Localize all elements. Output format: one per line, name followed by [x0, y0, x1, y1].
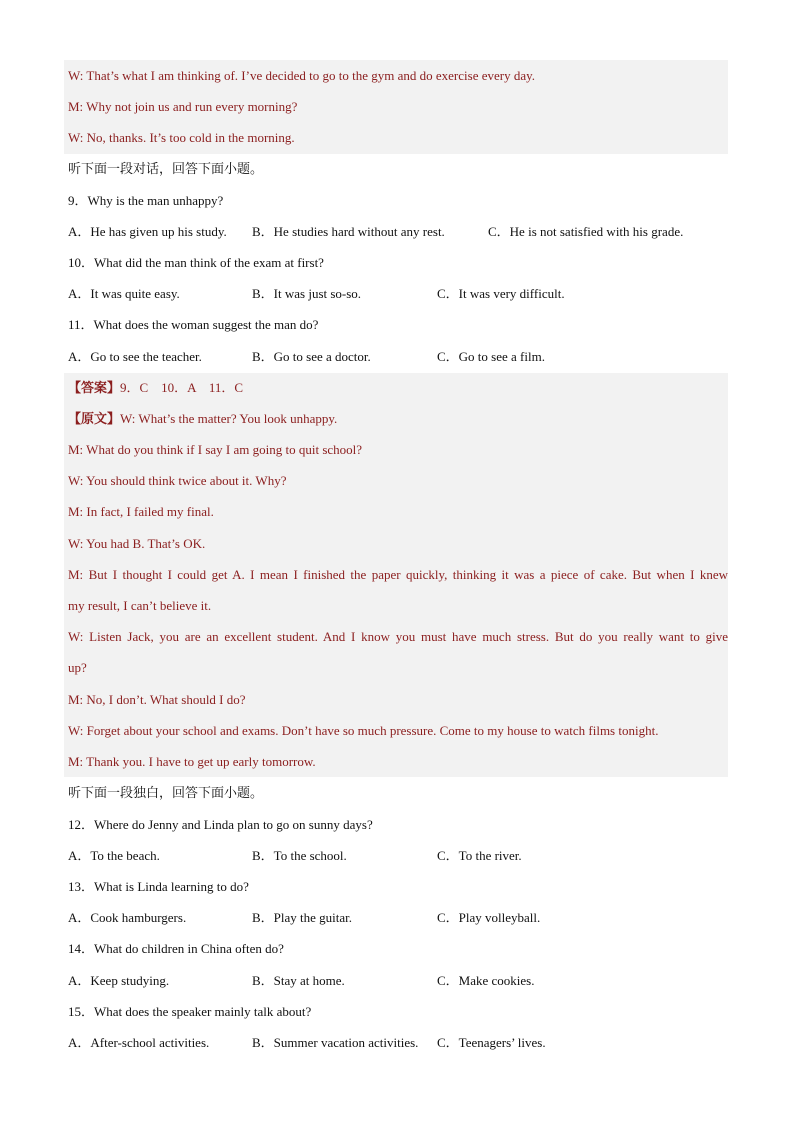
- transcript-line: M: Why not join us and run every morning?: [68, 99, 298, 114]
- option-row: [68, 283, 728, 305]
- option-a: A．Go to see the teacher.: [68, 349, 202, 364]
- option-row: [68, 221, 728, 243]
- transcript-line: M: No, I don’t. What should I do?: [68, 692, 246, 707]
- answer-text: 9．C 10．A 11．C: [120, 380, 244, 395]
- transcript-line: W: Forget about your school and exams. Don’t have so much pressure. Come to my house to watch films tonight.: [68, 723, 659, 738]
- option-c: C．To the river.: [437, 848, 522, 863]
- option-b: B．Summer vacation activities.: [252, 1035, 419, 1050]
- transcript-label: 【原文】: [68, 411, 121, 426]
- option-row: [68, 845, 728, 867]
- option-c: C．It was very difficult.: [437, 286, 565, 301]
- option-b: B．Go to see a doctor.: [252, 349, 371, 364]
- transcript-line: M: But I thought I could get A. I mean I finished the paper quickly, thinking it was a piece of cake. But when I knew: [68, 567, 728, 582]
- option-a: A．Cook hamburgers.: [68, 910, 187, 925]
- option-row: [68, 346, 728, 368]
- option-a: A．To the beach.: [68, 848, 160, 863]
- option-a: A．He has given up his study.: [68, 224, 227, 239]
- transcript-line: W: That’s what I am thinking of. I’ve decided to go to the gym and do exercise every day.: [68, 68, 536, 83]
- question-stem: 10．What did the man think of the exam at first?: [68, 255, 324, 270]
- option-a: A．After-school activities.: [68, 1035, 210, 1050]
- option-c: C．Go to see a film.: [437, 349, 545, 364]
- answer-line: [68, 377, 728, 399]
- section-instruction: 听下面一段对话，回答下面小题。: [68, 161, 264, 176]
- transcript-first: W: What’s the matter? You look unhappy.: [120, 411, 338, 426]
- option-a: A．Keep studying.: [68, 973, 170, 988]
- option-c: C．Teenagers’ lives.: [437, 1035, 546, 1050]
- transcript-line: W: You should think twice about it. Why?: [68, 473, 287, 488]
- transcript-line: M: Thank you. I have to get up early tomorrow.: [68, 754, 316, 769]
- option-row: [68, 970, 728, 992]
- option-b: B．Stay at home.: [252, 973, 345, 988]
- transcript-line: M: In fact, I failed my final.: [68, 504, 214, 519]
- option-row: [68, 1032, 728, 1054]
- question-stem: 13．What is Linda learning to do?: [68, 879, 249, 894]
- section-instruction: 听下面一段独白，回答下面小题。: [68, 785, 264, 800]
- transcript-line: my result, I can’t believe it.: [68, 598, 212, 613]
- option-a: A．It was quite easy.: [68, 286, 180, 301]
- option-c: C．Make cookies.: [437, 973, 535, 988]
- option-row: [68, 907, 728, 929]
- option-b: B．He studies hard without any rest.: [252, 224, 445, 239]
- option-b: B．Play the guitar.: [252, 910, 353, 925]
- transcript-line: [68, 408, 728, 430]
- transcript-line: W: Listen Jack, you are an excellent student. And I know you must have much stress. But do you really want to give: [68, 629, 728, 644]
- answer-label: 【答案】: [68, 380, 121, 395]
- transcript-line: up?: [68, 660, 87, 675]
- option-b: B．To the school.: [252, 848, 347, 863]
- transcript-line: W: No, thanks. It’s too cold in the morning.: [68, 130, 295, 145]
- transcript-line: W: You had B. That’s OK.: [68, 536, 206, 551]
- option-c: C．Play volleyball.: [437, 910, 541, 925]
- option-c: C．He is not satisfied with his grade.: [488, 224, 684, 239]
- question-stem: 9．Why is the man unhappy?: [68, 193, 224, 208]
- question-stem: 11．What does the woman suggest the man do?: [68, 317, 319, 332]
- option-b: B．It was just so-so.: [252, 286, 362, 301]
- question-stem: 15．What does the speaker mainly talk about?: [68, 1004, 312, 1019]
- transcript-line: M: What do you think if I say I am going to quit school?: [68, 442, 363, 457]
- question-stem: 12．Where do Jenny and Linda plan to go on sunny days?: [68, 817, 373, 832]
- question-stem: 14．What do children in China often do?: [68, 941, 284, 956]
